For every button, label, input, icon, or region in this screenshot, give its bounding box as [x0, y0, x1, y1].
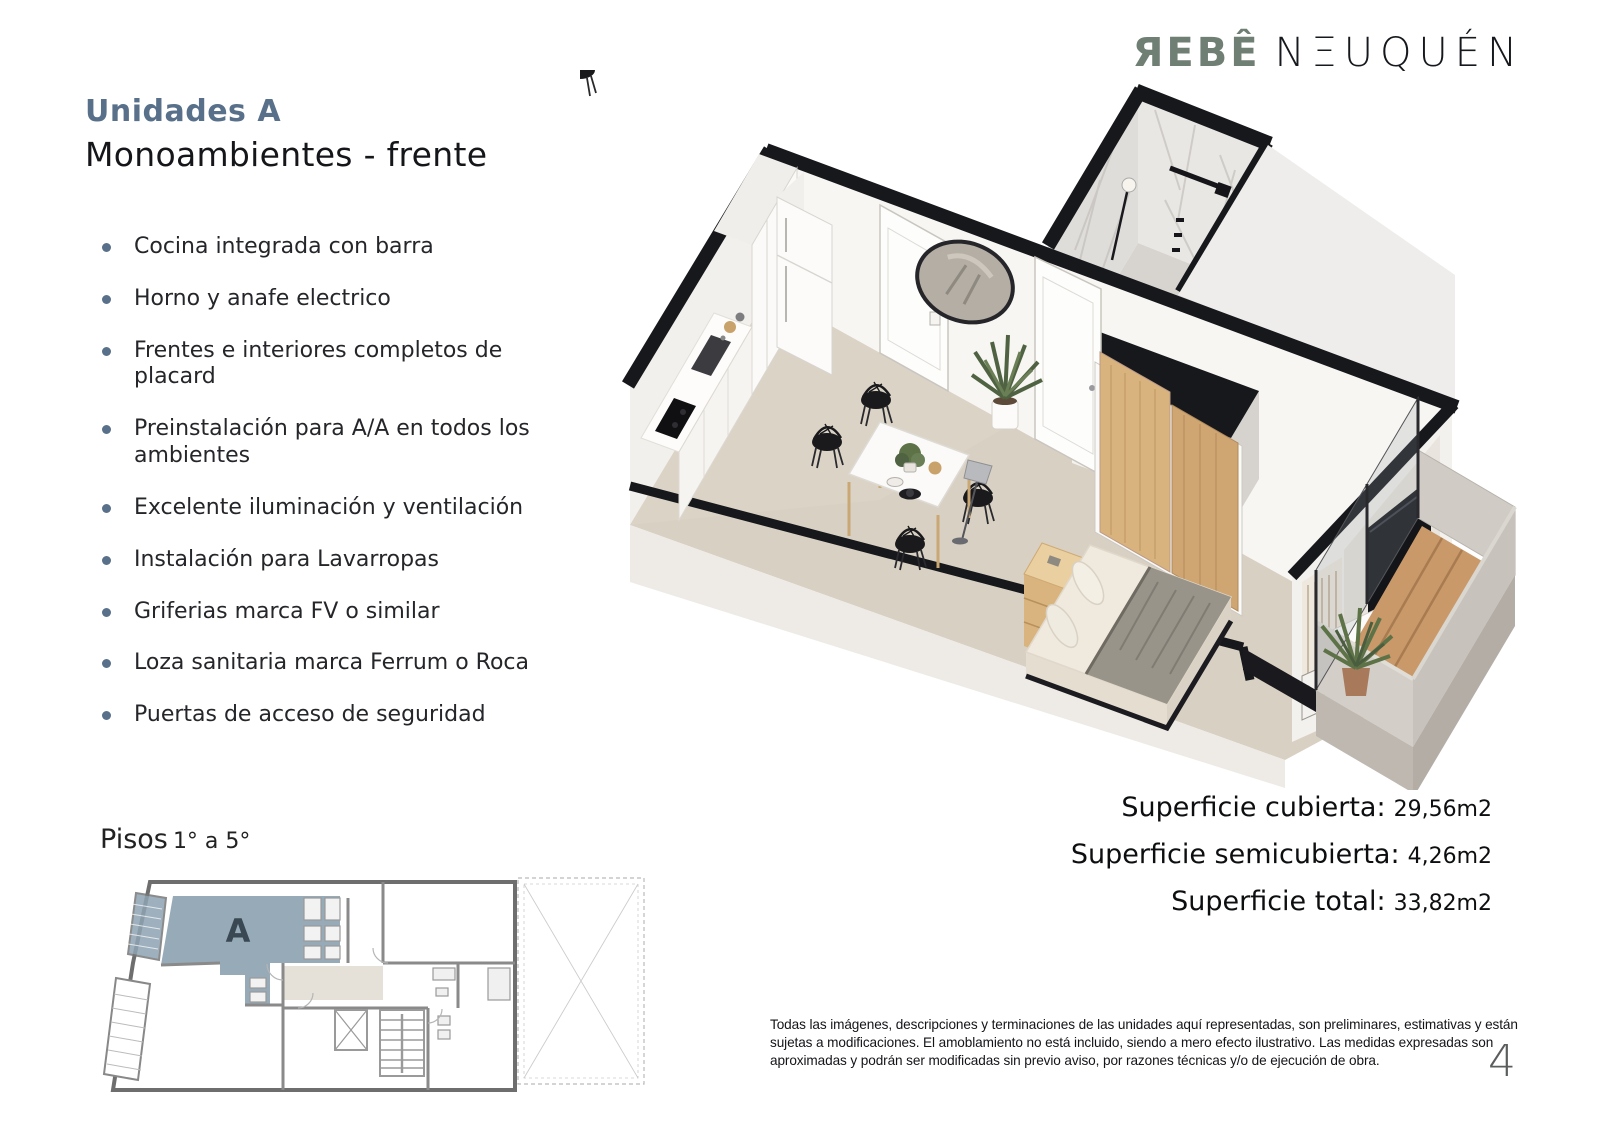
feature-item — [102, 338, 557, 392]
feature-list — [102, 234, 557, 754]
feature-item — [102, 416, 557, 470]
surface-areas — [1071, 792, 1492, 933]
feature-text: Horno y anafe electrico — [134, 285, 391, 311]
floors-range: 1° a 5° — [172, 829, 251, 854]
bullet-dot-icon — [102, 295, 111, 304]
corridor — [283, 966, 383, 1000]
unit-a-label: A — [225, 912, 251, 950]
page-subtitle: Monoambientes - frente — [85, 135, 488, 174]
feature-text: Preinstalación para A/A en todos los ambientes — [134, 416, 530, 469]
bullet-dot-icon — [102, 347, 111, 356]
area-label: Superficie cubierta: — [1121, 792, 1386, 823]
apartment-3d-render — [580, 70, 1530, 790]
page-title: Unidades A — [85, 94, 282, 129]
bullet-dot-icon — [102, 711, 111, 720]
feature-item — [102, 702, 557, 729]
feature-text: Loza sanitaria marca Ferrum o Roca — [134, 650, 529, 676]
area-row — [1071, 839, 1492, 870]
logo-neuquen: NΞUQUÉN — [1274, 30, 1524, 76]
bullet-dot-icon — [102, 425, 111, 434]
bullet-dot-icon — [102, 556, 111, 565]
feature-text: Griferias marca FV o similar — [134, 598, 440, 624]
area-row — [1071, 792, 1492, 823]
feature-text: Instalación para Lavarropas — [134, 546, 439, 572]
patio — [518, 878, 644, 1084]
floors-prefix: Pisos — [100, 824, 168, 855]
feature-item — [102, 547, 557, 574]
feature-text: Frentes e interiores completos de placard — [134, 337, 503, 390]
feature-text: Excelente iluminación y ventilación — [134, 494, 524, 520]
bullet-dot-icon — [102, 608, 111, 617]
disclaimer-text: Todas las imágenes, descripciones y terminaciones de las unidades aquí representadas, son preliminares, estimativas y están sujetas a modificaciones. El amoblamiento no está incluido, siendo a mero efecto ilustrativo. Las medidas expresadas son aproximadas y podrán ser modificadas sin previo aviso, por razones técnicas y/o de ejecución de obra. — [770, 1017, 1518, 1069]
page-number: 4 — [1488, 1036, 1516, 1087]
feature-item — [102, 599, 557, 626]
area-label: Superficie semicubierta: — [1070, 839, 1400, 870]
feature-item — [102, 286, 557, 313]
title-block — [85, 94, 487, 174]
bullet-dot-icon — [102, 243, 111, 252]
area-value: 29,56m2 — [1393, 797, 1492, 822]
key-floorplan — [88, 868, 653, 1108]
area-row — [1071, 886, 1492, 917]
area-label: Superficie total: — [1171, 886, 1386, 917]
bullet-dot-icon — [102, 504, 111, 513]
area-value: 4,26m2 — [1407, 844, 1492, 869]
logo-rebe: ЯEBÊ — [1132, 30, 1261, 76]
floors-label — [100, 824, 250, 855]
area-value: 33,82m2 — [1393, 891, 1492, 916]
feature-item — [102, 234, 557, 261]
bowl — [724, 321, 736, 333]
feature-text: Cocina integrada con barra — [134, 234, 434, 259]
bullet-dot-icon — [102, 659, 111, 668]
feature-item — [102, 495, 557, 522]
feature-item — [102, 650, 557, 677]
feature-text: Puertas de acceso de seguridad — [134, 702, 486, 728]
